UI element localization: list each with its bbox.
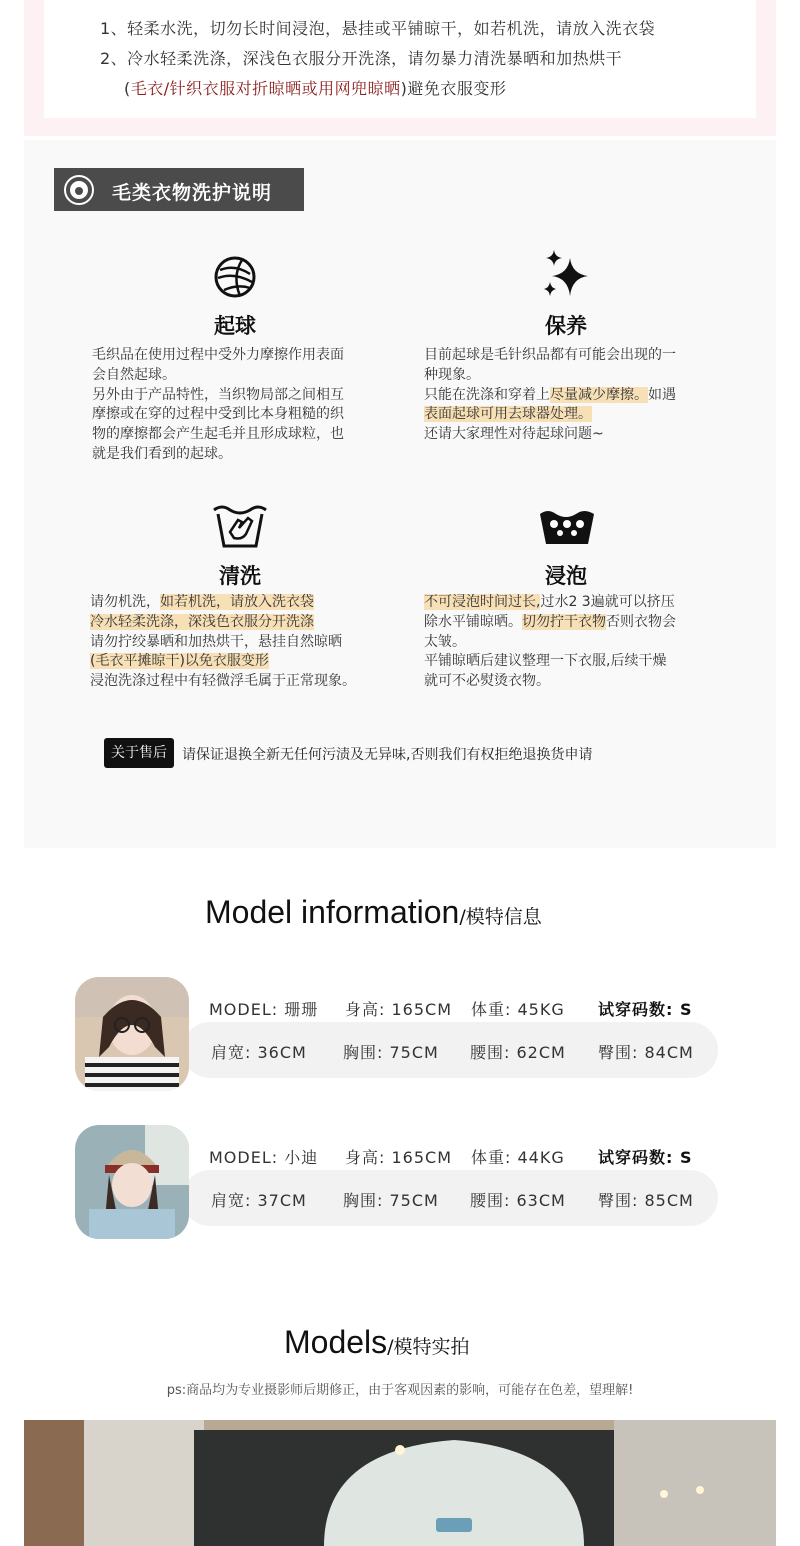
soaking-title: 浸泡 xyxy=(545,564,587,588)
model-1-weight: 体重: 45KG xyxy=(471,1000,565,1019)
model-1-chest: 胸围: 75CM xyxy=(343,1043,439,1062)
model-2-height: 身高: 165CM xyxy=(345,1148,452,1167)
sparkle-icon xyxy=(540,248,594,302)
model-2-shoulder: 肩宽: 37CM xyxy=(211,1191,307,1210)
aftersale-text: 请保证退换全新无任何污渍及无异味,否则我们有权拒绝退换货申请 xyxy=(182,747,593,763)
sheep-icon xyxy=(63,174,95,206)
wash-note-3: (毛衣/针织衣服对折晾晒或用网兜晾晒)避免衣服变形 xyxy=(124,79,507,98)
pilling-title: 起球 xyxy=(214,314,256,338)
wash-note-3-red: 毛衣/针织衣服对折晾晒或用网兜晾晒 xyxy=(130,79,401,98)
pilling-body: 毛织品在使用过程中受外力摩擦作用表面 会自然起球。 另外由于产品特性，当织物局部之间相互 摩擦或在穿的过程中受到比本身粗糙的织 物的摩擦都会产生起毛并且形成球粒，也 就是我们看到的起球。 xyxy=(92,347,344,462)
model-2-photo xyxy=(75,1125,189,1239)
model-1-size: 试穿码数: S xyxy=(598,1000,693,1019)
wash-note-1: 1、轻柔水洗，切勿长时间浸泡，悬挂或平铺晾干，如若机洗，请放入洗衣袋 xyxy=(100,19,656,38)
model-photo-banner xyxy=(24,1420,776,1546)
care-header-title: 毛类衣物洗护说明 xyxy=(112,182,273,204)
model-2-hip: 臀围: 85CM xyxy=(598,1191,694,1210)
model-1-hip: 臀围: 84CM xyxy=(598,1043,694,1062)
yarn-ball-icon xyxy=(212,254,258,300)
model-2-size: 试穿码数: S xyxy=(598,1148,693,1167)
model-2-weight: 体重: 44KG xyxy=(471,1148,565,1167)
model-1-name: MODEL: 珊珊 xyxy=(209,1000,319,1019)
model-1-photo xyxy=(75,977,189,1091)
models-title-zh: /模特实拍 xyxy=(387,1336,470,1358)
soaking-body: 不可浸泡时间过长,过水2 3遍就可以挤压 除水平铺晾晒。切勿拧干衣物否则衣物会 太皱。 平铺晾晒后建议整理一下衣服,后续干燥 就可不必熨烫衣物。 xyxy=(424,594,676,690)
model-1-height: 身高: 165CM xyxy=(345,1000,452,1019)
model-info-title-zh: /模特信息 xyxy=(459,906,542,928)
models-heading xyxy=(284,1324,470,1361)
model-2-chest: 胸围: 75CM xyxy=(343,1191,439,1210)
models-title-en: Models xyxy=(284,1324,388,1360)
model-1-shoulder: 肩宽: 36CM xyxy=(211,1043,307,1062)
washing-title: 清洗 xyxy=(219,564,261,588)
washing-body: 请勿机洗，如若机洗，请放入洗衣袋 冷水轻柔洗涤，深浅色衣服分开洗涤 请勿拧绞暴晒和加热烘干，悬挂自然晾晒 (毛衣平摊晾干)以免衣服变形 浸泡洗涤过程中有轻微浮毛属于正常现象。 xyxy=(90,594,356,690)
hand-wash-icon xyxy=(212,502,268,548)
model-2-waist: 腰围: 63CM xyxy=(470,1191,566,1210)
model-info-title-en: Model information xyxy=(205,894,460,930)
model-2-name: MODEL: 小迪 xyxy=(209,1148,319,1167)
maintenance-body: 目前起球是毛针织品都有可能会出现的一 种现象。 只能在洗涤和穿着上尽量减少摩擦。如遇 表面起球可用去球器处理。 还请大家理性对待起球问题~ xyxy=(424,347,676,443)
soak-tub-icon xyxy=(538,506,596,546)
model-1-waist: 腰围: 62CM xyxy=(470,1043,566,1062)
model-info-heading xyxy=(205,894,542,931)
maintenance-title: 保养 xyxy=(545,314,587,338)
color-disclaimer: ps:商品均为专业摄影师后期修正，由于客观因素的影响，可能存在色差，望理解! xyxy=(166,1383,634,1398)
wash-note-2: 2、冷水轻柔洗涤，深浅色衣服分开洗涤，请勿暴力清洗暴晒和加热烘干 xyxy=(100,49,623,68)
aftersale-badge: 关于售后 xyxy=(104,738,174,768)
